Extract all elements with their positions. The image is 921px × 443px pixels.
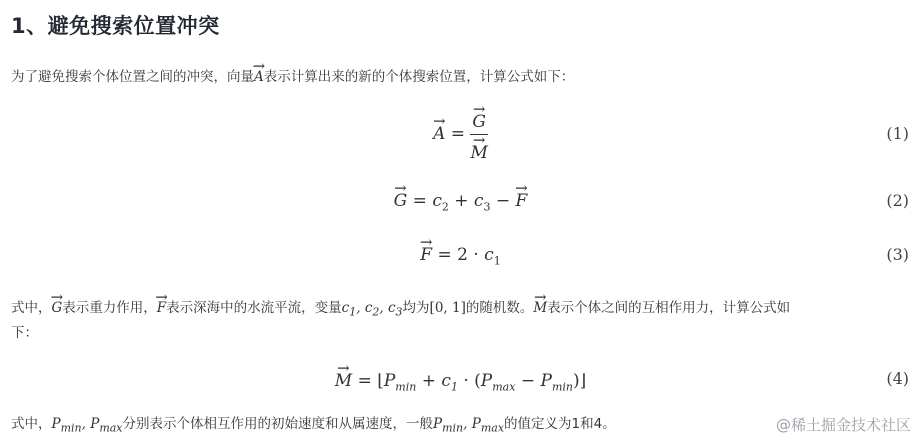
desc-vec-m: → M xyxy=(533,294,547,316)
desc-text-1: 式中， xyxy=(11,300,52,316)
equation-3: → $F = 2 \cdot c_1$ xyxy=(0,239,921,267)
eq3-number: (3) xyxy=(886,245,909,264)
intro-text-after: 表示计算出来的新的个体搜索位置，计算公式如下： xyxy=(263,69,575,85)
eq2-c2: c xyxy=(432,191,442,211)
watermark: @稀土掘金技术社区 xyxy=(775,416,911,434)
eq3-c1: c xyxy=(484,245,494,265)
desc-vec-g: → G xyxy=(52,294,63,316)
eq2-plus: + xyxy=(448,191,474,211)
eq2-lhs: → G xyxy=(394,185,408,211)
equation-1: → A = → G → M xyxy=(0,106,921,163)
eq2-number: (2) xyxy=(886,191,909,210)
description-paragraph xyxy=(11,294,790,319)
eq2-minus: − xyxy=(490,191,516,211)
final-text-2: 分别表示个体相互作用的初始速度和从属速度，一般 xyxy=(122,416,434,432)
final-vars-2: $P_{min}$, $P_{max}$ xyxy=(433,416,505,435)
desc-text-3: 表示深海中的水流平流，变量 xyxy=(166,300,342,316)
eq3-lhs: → F xyxy=(420,239,432,265)
desc-text-6: 表示个体之间的互相作用力，计算公式如 xyxy=(547,300,791,316)
eq3-two: 2 · xyxy=(457,245,485,265)
equation-2: → $G = c_2 + c_3$ − → F xyxy=(0,185,921,213)
desc-interval: [0, 1] xyxy=(429,300,466,316)
eq2-c3-sub: 3 xyxy=(483,200,491,214)
desc-vec-f: → F xyxy=(157,294,166,316)
description-continuation: 下： xyxy=(11,325,38,341)
desc-text-5: 的随机数。 xyxy=(465,300,534,316)
eq4-number: (4) xyxy=(886,369,909,388)
final-paragraph xyxy=(11,412,616,435)
desc-text-4: 均为 xyxy=(402,300,430,316)
final-text-3: 的值定义为1和4。 xyxy=(504,416,616,432)
eq1-lhs: → A xyxy=(433,118,445,144)
eq1-number: (1) xyxy=(886,124,909,143)
eq2-f: → F xyxy=(516,185,528,211)
eq1-fraction xyxy=(470,106,487,163)
eq1-numerator: → G xyxy=(470,106,487,132)
desc-text-2: 表示重力作用， xyxy=(62,300,157,316)
final-text-1: 式中， xyxy=(11,416,52,432)
intro-text-before: 为了避免搜索个体位置之间的冲突，向量 xyxy=(11,69,254,85)
eq2-c3: c xyxy=(473,191,484,211)
eq4-lhs: → M xyxy=(335,365,352,391)
equation-4: → $M = ⌊P_{min} + c_1 \cdot (P_{max}$ − $P_{min})⌋$ xyxy=(0,365,921,393)
eq2-c2-sub: 2 xyxy=(441,200,449,214)
final-vars-1: $P_{min}$, $P_{max}$ xyxy=(51,416,123,435)
desc-vars: $c_1$, $c_2$, $c_3$ xyxy=(341,300,403,319)
eq1-denominator: → M xyxy=(470,137,487,163)
eq3-c1-sub: 1 xyxy=(493,254,501,268)
vector-a: → A xyxy=(254,63,264,85)
section-heading: 1、避免搜索位置冲突 xyxy=(11,14,220,38)
intro-paragraph xyxy=(11,63,574,85)
